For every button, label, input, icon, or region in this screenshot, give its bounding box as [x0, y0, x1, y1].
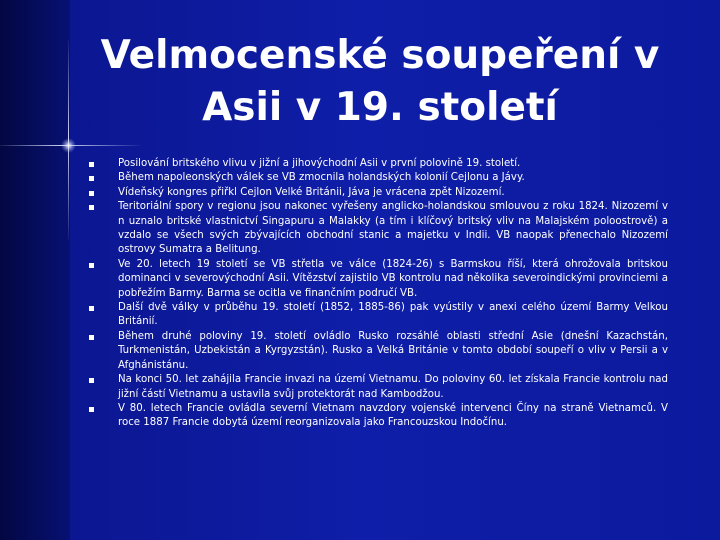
bullet-list — [88, 157, 668, 431]
sparkle-icon — [61, 138, 76, 153]
square-bullet-icon — [89, 162, 94, 167]
bullet-item — [88, 186, 668, 200]
bullet-item — [88, 330, 668, 373]
bullet-text: Posilování britského vlivu v jižní a jihovýchodní Asii v první polovině 19. století. — [118, 158, 521, 169]
square-bullet-icon — [89, 176, 94, 181]
square-bullet-icon — [89, 263, 94, 268]
bullet-text: Ve 20. letech 19 století se VB střetla ve válce (1824-26) s Barmskou říší, která ohrožovala britskou dominanci v severovýchodní Asii. Vítězství zajistilo VB kontrolu nad několika severoindickými provinciemi a pobřežím Barmy. Barma se ocitla ve finančním područí VB. — [118, 258, 668, 299]
bullet-text: Vídeňský kongres přiřkl Cejlon Velké Británii, Jáva je vrácena zpět Nizozemí. — [118, 186, 505, 198]
bullet-item — [88, 157, 668, 171]
square-bullet-icon — [89, 205, 94, 210]
square-bullet-icon — [89, 191, 94, 196]
bullet-item — [88, 171, 668, 185]
bullet-item — [88, 301, 668, 330]
bullet-item — [88, 402, 668, 431]
slide-title: Velmocenské soupeření v Asii v 19. století — [100, 33, 660, 130]
bullet-item — [88, 258, 668, 301]
bullet-text: Během napoleonských válek se VB zmocnila holandských kolonií Cejlonu a Jávy. — [118, 172, 525, 184]
bullet-text: Během druhé poloviny 19. století ovládlo Rusko rozsáhlé oblasti střední Asie (dnešní Kazachstán, Turkmenistán, Uzbekistán a Kyrgyzstán). Rusko a Velká Británie v tomto období soupeří o vliv v Persii a v Afghánistánu. — [118, 330, 668, 371]
square-bullet-icon — [89, 407, 94, 412]
bullet-text: V 80. letech Francie ovládla severní Vietnam navzdory vojenské intervenci Číny na straně Vietnamců. V roce 1887 Francie dobytá území reorganizovala jako Francouzskou Indočínu. — [118, 402, 668, 429]
bullet-item — [88, 200, 668, 258]
bullet-text: Další dvě války v průběhu 19. století (1852, 1885-86) pak vyústily v anexi celého území Barmy Velkou Británií. — [118, 302, 668, 328]
bullet-item — [88, 373, 668, 402]
square-bullet-icon — [89, 306, 94, 311]
square-bullet-icon — [89, 378, 94, 383]
bullet-text: Na konci 50. let zahájila Francie invazi na území Vietnamu. Do poloviny 60. let získala Francie kontrolu nad jižní částí Vietnamu a ustavila svůj protektorát nad Kambodžou. — [118, 374, 668, 400]
bullet-text: Teritoriální spory v regionu jsou nakonec vyřešeny anglicko-holandskou smlouvou z roku 1824. Nizozemí v n uznalo britské vlastnictví Singapuru a Malakky (a tím i klíčový britský vliv na Malajském poloostrově) a vzdalo se všech svých zbývajících obchodní stanic a majetku v Indii. VB naopak přenechalo Nizozemí ostrovy Sumatra a Belitung. — [118, 201, 668, 256]
left-decorative-band — [0, 0, 70, 540]
square-bullet-icon — [89, 335, 94, 340]
